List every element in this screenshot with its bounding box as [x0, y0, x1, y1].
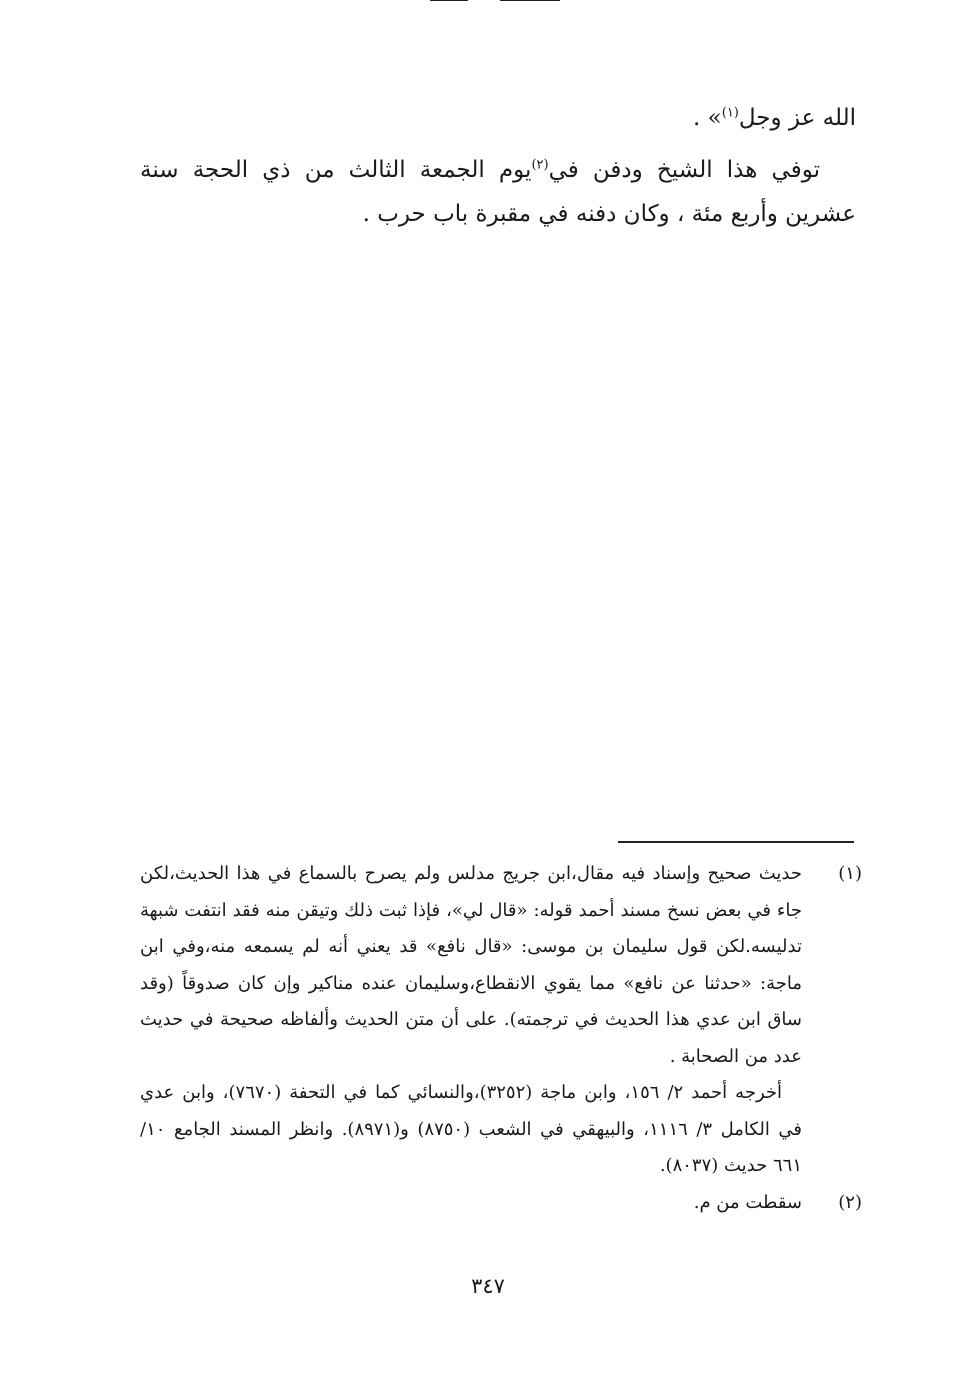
paragraph [140, 148, 856, 236]
footnote [140, 1185, 862, 1222]
text-segment: يوم الجمعة الثالث من ذي الحجة سنة عشرين وأربع مئة ، وكان دفنه في مقبرة باب حرب . [140, 157, 856, 227]
footnote-ref[interactable]: (٢) [531, 157, 549, 173]
footnote [140, 856, 862, 1185]
footnote-paragraph: سقطت من م. [693, 1191, 802, 1213]
footnote-ref[interactable]: (١) [721, 105, 739, 121]
main-text [140, 96, 856, 236]
footnote-body [140, 856, 802, 1185]
page-number: ٣٤٧ [471, 1274, 505, 1298]
footnote-number: (١) [838, 863, 862, 884]
text-segment: » . [693, 105, 722, 131]
footnote-paragraph: حديث صحيح وإسناد فيه مقال،ابن جريج مدلس ولم يصرح بالسماع في هذا الحديث،لكن جاء في بعض نسخ مسند أحمد قوله: «قال لي»، فإذا ثبت ذلك وتيقن منه فقد انتفت شبهة تدليسه.لكن قول سليمان بن موسى: «قال نافع» قد يعني أنه لم يسمعه منه،وفي ابن ماجة: «حدثنا عن نافع» مما يقوي الانقطاع،وسليمان عنده مناكير وإن كان صدوقاً (وقد ساق ابن عدي هذا الحديث في ترجمته). على أن متن الحديث وألفاظه صحيحة في حديث عدد من الصحابة . [140, 863, 802, 1067]
text-segment: الله عز وجل [738, 105, 856, 131]
footnote-paragraph: أخرجه أحمد ٢/ ١٥٦، وابن ماجة (٣٢٥٢)،والنسائي كما في التحفة (٧٦٧٠)، وابن عدي في الكامل ٣/ ١١١٦، والبيهقي في الشعب (٨٧٥٠) و(٨٩٧١). وانظر المسند الجامع ١٠/ ٦٦١ حديث (٨٠٣٧). [140, 1082, 802, 1176]
footnote-body [140, 1185, 802, 1222]
text-line [140, 96, 856, 140]
footnote-number: (٢) [838, 1191, 862, 1213]
footnotes [140, 856, 862, 1221]
top-edge-marks [430, 0, 560, 3]
text-segment: توفي هذا الشيخ ودفن في [548, 157, 820, 183]
footnote-separator [618, 841, 854, 843]
